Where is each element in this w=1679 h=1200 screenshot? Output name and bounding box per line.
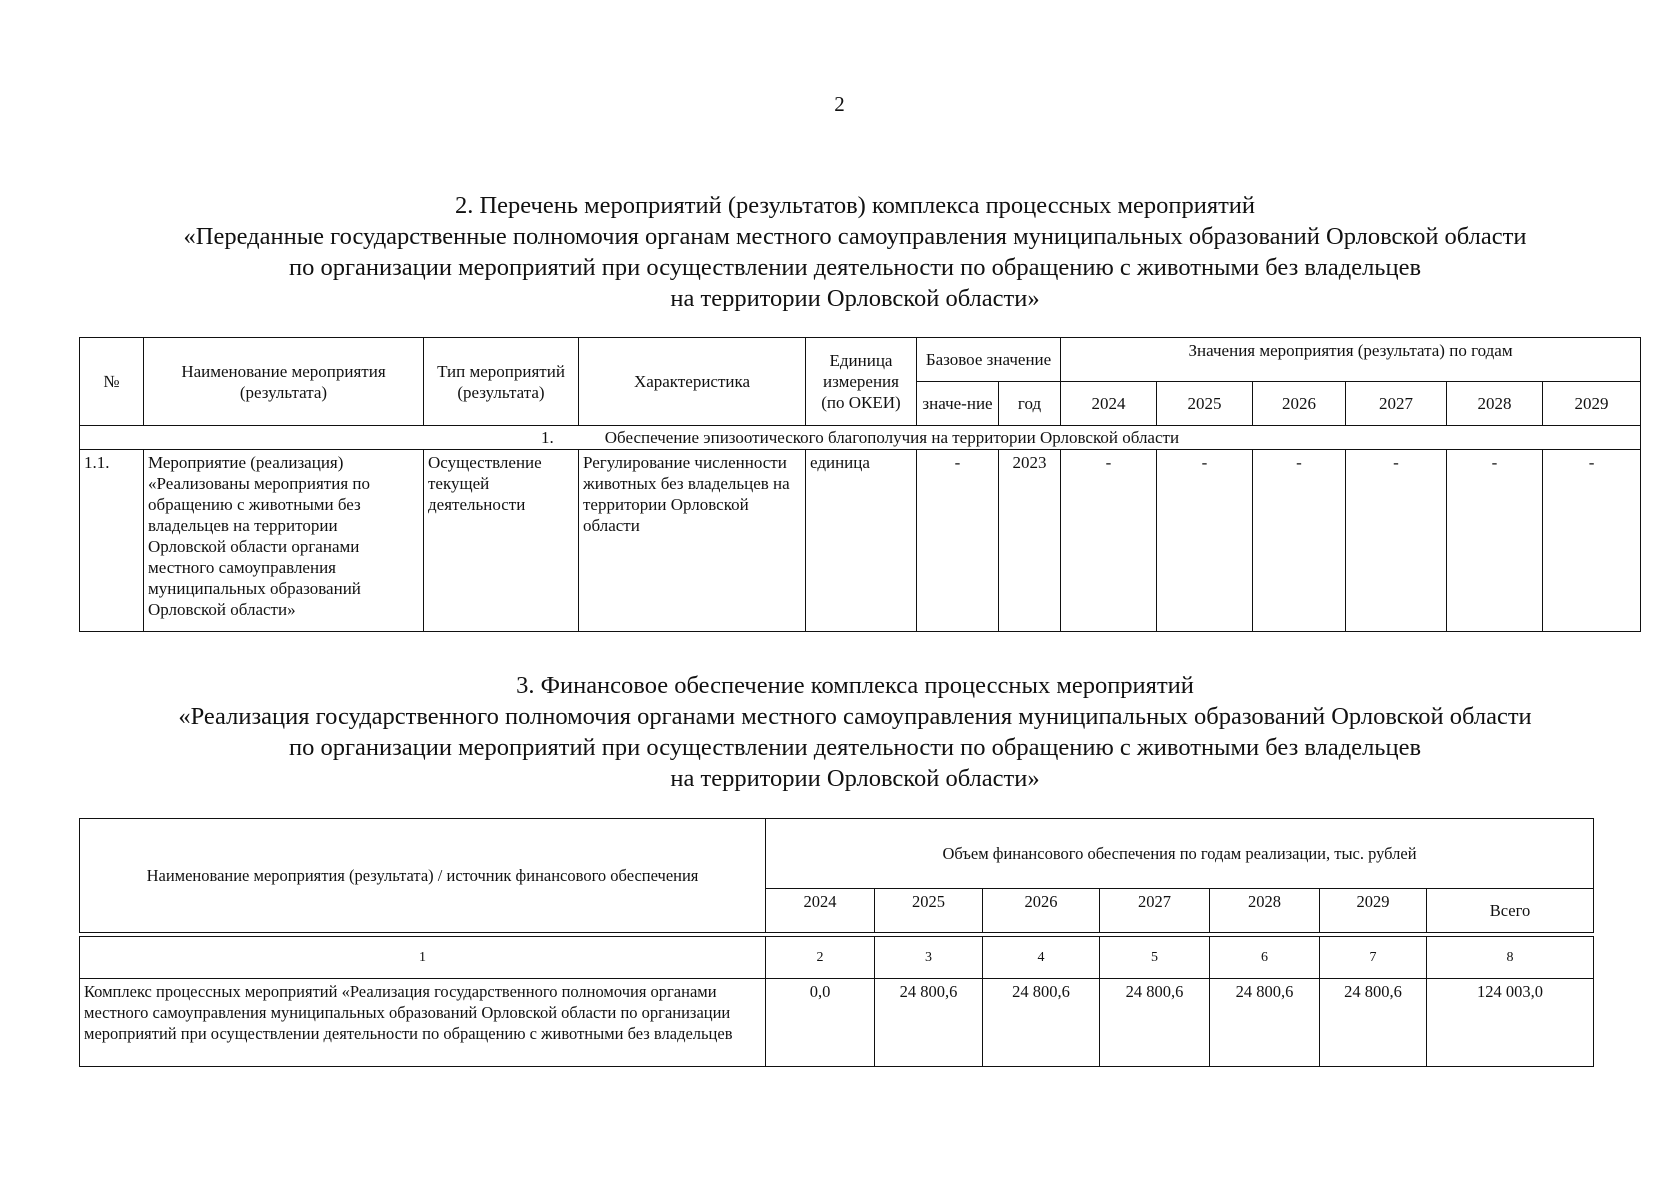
- column-number: 6: [1210, 937, 1320, 979]
- section-title: Обеспечение эпизоотического благополучия на территории Орловской области: [604, 428, 1180, 447]
- header-year: 2025: [1157, 382, 1253, 426]
- header-base-value: значе-ние: [917, 382, 999, 426]
- header-year: 2024: [1061, 382, 1157, 426]
- row-base-year: 2023: [999, 450, 1061, 632]
- header-year: 2029: [1543, 382, 1641, 426]
- section-3-title-line: на территории Орловской области»: [670, 765, 1040, 792]
- row-name: Мероприятие (реализация) «Реализованы мероприятия по обращению с животными без владельцев на территории Орловской области органами местного самоуправления муниципальных образований Орловской области»: [144, 450, 424, 632]
- finance-header-total: Всего: [1427, 889, 1594, 933]
- section-3-title-line: 3. Финансовое обеспечение комплекса процессных мероприятий: [516, 672, 1194, 699]
- row-value: -: [1253, 450, 1346, 632]
- header-base: Базовое значение: [917, 338, 1061, 382]
- finance-row-value: 24 800,6: [1210, 979, 1320, 1067]
- row-characteristic: Регулирование численности животных без владельцев на территории Орловской области: [579, 450, 806, 632]
- row-no: 1.1.: [80, 450, 144, 632]
- header-name: Наименование мероприятия (результата): [144, 338, 424, 426]
- finance-row-name: Комплекс процессных мероприятий «Реализация государственного полномочия органами местного самоуправления муниципальных образований Орловской области по организации мероприятий при осуществлении деятельности по обращению с животными без владельцев: [80, 979, 766, 1067]
- header-unit: Единица измерения (по ОКЕИ): [806, 338, 917, 426]
- column-number-row: [80, 937, 1594, 979]
- section-3-title-line: «Реализация государственного полномочия органами местного самоуправления муниципальных образований Орловской области: [178, 703, 1532, 730]
- row-unit: единица: [806, 450, 917, 632]
- header-base-year: год: [999, 382, 1061, 426]
- page-number: 2: [834, 92, 845, 116]
- finance-header-year: 2027: [1100, 889, 1210, 933]
- column-number: 3: [875, 937, 983, 979]
- row-value: -: [1061, 450, 1157, 632]
- section-2-title-line: на территории Орловской области»: [670, 285, 1040, 312]
- finance-table: [79, 818, 1594, 1067]
- column-number: 5: [1100, 937, 1210, 979]
- section-row: [80, 426, 1641, 450]
- column-number: 2: [766, 937, 875, 979]
- finance-row-value: 24 800,6: [1320, 979, 1427, 1067]
- section-3-title-line: по организации мероприятий при осуществлении деятельности по обращению с животными без владельцев: [288, 734, 1422, 761]
- finance-header-year: 2028: [1210, 889, 1320, 933]
- header-year: 2026: [1253, 382, 1346, 426]
- section-2-title-line: 2. Перечень мероприятий (результатов) комплекса процессных мероприятий: [454, 192, 1256, 219]
- finance-row-value: 24 800,6: [875, 979, 983, 1067]
- row-value: -: [1447, 450, 1543, 632]
- header-year: 2028: [1447, 382, 1543, 426]
- header-year: 2027: [1346, 382, 1447, 426]
- finance-row-value: 24 800,6: [983, 979, 1100, 1067]
- column-number: 7: [1320, 937, 1427, 979]
- section-3-title: [60, 670, 1650, 794]
- finance-row-value: 0,0: [766, 979, 875, 1067]
- finance-row-total: 124 003,0: [1427, 979, 1594, 1067]
- header-values-by-year: Значения мероприятия (результата) по годам: [1061, 338, 1641, 382]
- row-type: Осуществление текущей деятельности: [424, 450, 579, 632]
- section-number: 1.: [541, 428, 554, 447]
- section-2-title: [60, 190, 1650, 314]
- table-row: [80, 450, 1641, 632]
- events-table: [79, 337, 1641, 632]
- finance-header-year: 2025: [875, 889, 983, 933]
- row-value: -: [1157, 450, 1253, 632]
- finance-header-name: Наименование мероприятия (результата) / источник финансового обеспечения: [80, 819, 766, 933]
- table-row: [80, 979, 1594, 1067]
- column-number: 8: [1427, 937, 1594, 979]
- section-2-title-line: по организации мероприятий при осуществлении деятельности по обращению с животными без владельцев: [288, 254, 1422, 281]
- header-characteristic: Характеристика: [579, 338, 806, 426]
- column-number: 1: [80, 937, 766, 979]
- finance-header-year: 2029: [1320, 889, 1427, 933]
- finance-row-value: 24 800,6: [1100, 979, 1210, 1067]
- column-number: 4: [983, 937, 1100, 979]
- section-2-title-line: «Переданные государственные полномочия органам местного самоуправления муниципальных образований Орловской области: [183, 223, 1527, 250]
- finance-header-year: 2026: [983, 889, 1100, 933]
- row-value: -: [1543, 450, 1641, 632]
- header-no: №: [80, 338, 144, 426]
- finance-header-year: 2024: [766, 889, 875, 933]
- row-value: -: [1346, 450, 1447, 632]
- row-base-value: -: [917, 450, 999, 632]
- header-type: Тип мероприятий (результата): [424, 338, 579, 426]
- finance-header-volume: Объем финансового обеспечения по годам реализации, тыс. рублей: [766, 819, 1594, 889]
